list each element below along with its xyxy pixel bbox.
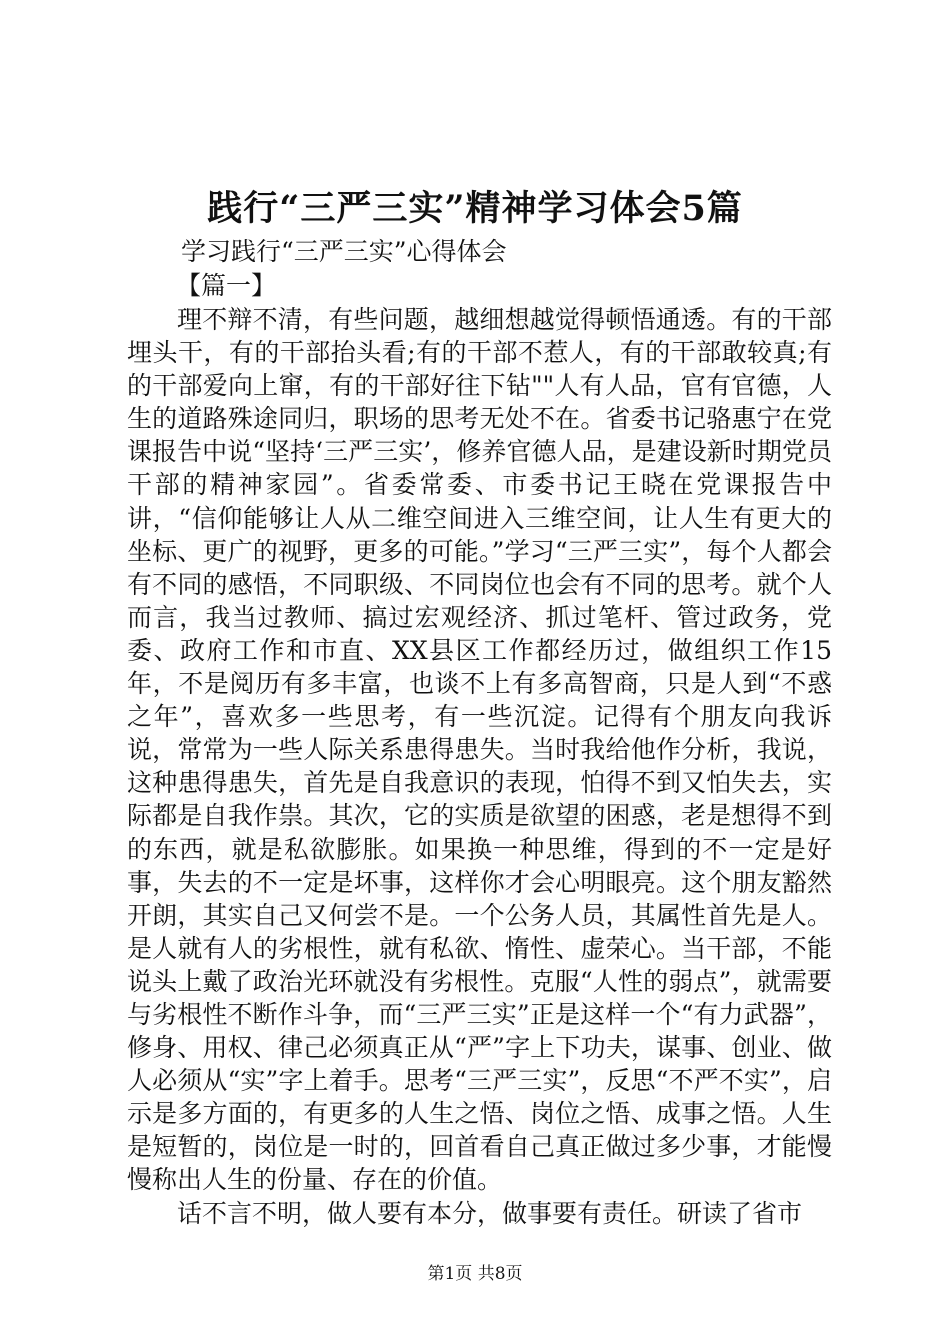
page-footer: 第1页 共8页 <box>427 1264 523 1284</box>
document-title: 践行“三严三实”精神学习体会5篇 <box>207 188 743 229</box>
section-label: 【篇一】 <box>176 271 277 300</box>
body-paragraph: 话不言不明，做人要有本分，做事要有责任。研读了省市 <box>177 1198 803 1228</box>
body-paragraph: 理不辩不清，有些问题，越细想越觉得顿悟通透。有的干部埋头干，有的干部抬头看;有的干部不惹人，有的干部敢较真;有的干部爱向上窜，有的干部好往下钻""人有人品，官有官德，人生的道路殊途同归，职场的思考无处不在。省委书记骆惠宁在党课报告中说“坚持‘三严三实’，修养官德人品，是建设新时期党员干部的精神家园”。省委常委、市委书记王晓在党课报告中讲，“信仰能够让人从二维空间进入三维空间，让人生有更大的坐标、更广的视野，更多的可能。”学习“三严三实”，每个人都会有不同的感悟，不同职级、不同岗位也会有不同的思考。就个人而言，我当过教师、搞过宏观经济、抓过笔杆、管过政务，党委、政府工作和市直、XX县区工作都经历过，做组织工作15年，不是阅历有多丰富，也谈不上有多高智商，只是人到“不惑之年”，喜欢多一些思考，有一些沉淀。记得有个朋友向我诉说，常常为一些人际关系患得患失。当时我给他作分析，我说，这种患得患失，首先是自我意识的表现，怕得不到又怕失去，实际都是自我作祟。其次，它的实质是欲望的困惑，老是想得不到的东西，就是私欲膨胀。如果换一种思维，得到的不一定是好事，失去的不一定是坏事，这样你才会心明眼亮。这个朋友豁然开朗，其实自己又何尝不是。一个公务人员，其属性首先是人。是人就有人的劣根性，就有私欲、惰性、虚荣心。当干部，不能说头上戴了政治光环就没有劣根性。克服“人性的弱点”，就需要与劣根性不断作斗争，而“三严三实”正是这样一个“有力武器”，修身、用权、律己必须真正从“严”字上下功夫，谋事、创业、做人必须从“实”字上着手。思考“三严三实”，反思“不严不实”，启示是多方面的，有更多的人生之悟、岗位之悟、成事之悟。人生是短暂的，岗位是一时的，回首看自己真正做过多少事，才能慢慢称出人生的份量、存在的价值。 <box>127 305 832 1195</box>
document-body <box>127 303 832 1230</box>
document-subtitle: 学习践行“三严三实”心得体会 <box>181 237 507 266</box>
